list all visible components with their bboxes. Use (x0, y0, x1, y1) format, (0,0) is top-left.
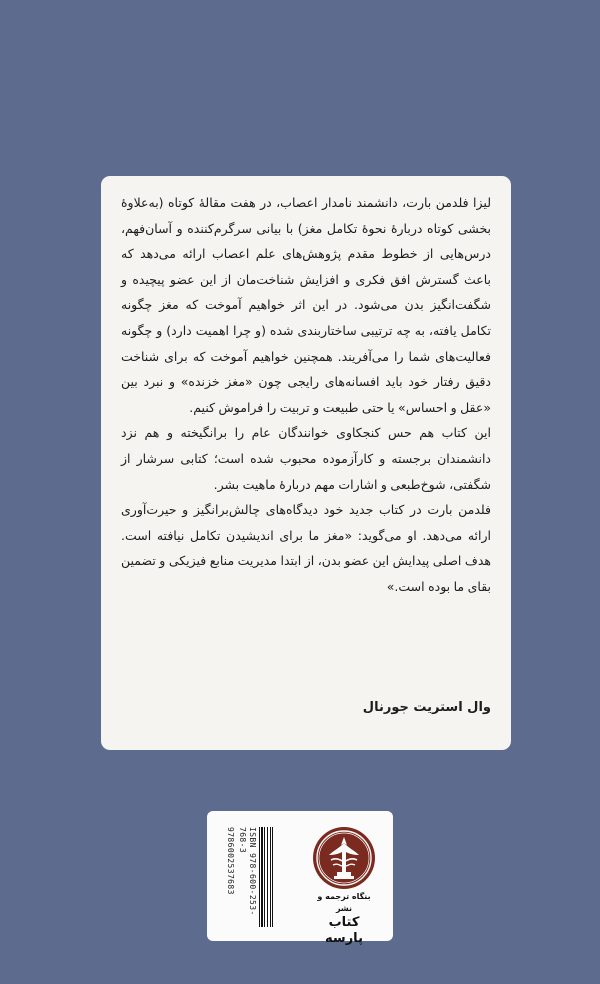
blurb-panel (101, 176, 511, 750)
publisher-tagline: بنگاه ترجمه و نشر (317, 892, 371, 913)
isbn-barcode (225, 827, 273, 927)
isbn-text: ISBN 978-600-253-768-3 (238, 827, 257, 916)
barcode-number: 9786002537683 (226, 827, 235, 895)
barcode-bars (259, 827, 273, 927)
blurb-paragraph-3: فلدمن بارت در کتاب جدید خود دیدگاه‌های چالش‌برانگیز و حیرت‌آوری ارائه می‌دهد. او می‌گوید: «مغز ما برای اندیشیدن تکامل نیافته است. هدف اصلی پیدایش این عضو بدن، از ابتدا مدیریت منابع فیزیکی و تضمین بقای ما بوده است.» (121, 502, 491, 594)
quote-source: وال استریت جورنال (362, 700, 491, 715)
publisher-label (207, 811, 393, 946)
publisher-name-block (310, 891, 378, 947)
blurb-paragraph-1: لیزا فلدمن بارت، دانشمند نامدار اعصاب، در هفت مقالهٔ کوتاه (به‌علاوهٔ بخشی کوتاه دربارهٔ نحوهٔ تکامل مغز) با بیانی سرگرم‌کننده و آسان‌فهم، درس‌هایی از خطوط مقدم پژوهش‌های علم اعصاب ارائه می‌دهد که باعث گسترش افق فکری و افزایش شناخت‌مان از این عضو پیچیده و شگفت‌انگیز بدن می‌شود. در این اثر خواهیم آموخت که مغز چگونه تکامل یافته، به چه ترتیبی ساختاربندی شده (و چرا اهمیت دارد) و چگونه فعالیت‌های شما را می‌آفریند. همچنین خواهیم آموخت که برای شناخت دقیق رفتار خود باید افسانه‌های رایجی چون «مغز خزنده» و نبرد بین «عقل و احساس» یا حتی طبیعت و تربیت را فراموش کنیم. (121, 195, 491, 415)
publisher-name: کتاب پارسه (325, 915, 363, 946)
publisher-logo (311, 825, 377, 891)
blurb-paragraph-2: این کتاب هم حس کنجکاوی خوانندگان عام را برانگیخته و هم نزد دانشمندان برجسته و کارآزموده محبوب شده است؛ کتابی سرشار از شگفتی، شوخ‌طبعی و اشارات مهم دربارهٔ ماهیت بشر. (121, 425, 491, 492)
